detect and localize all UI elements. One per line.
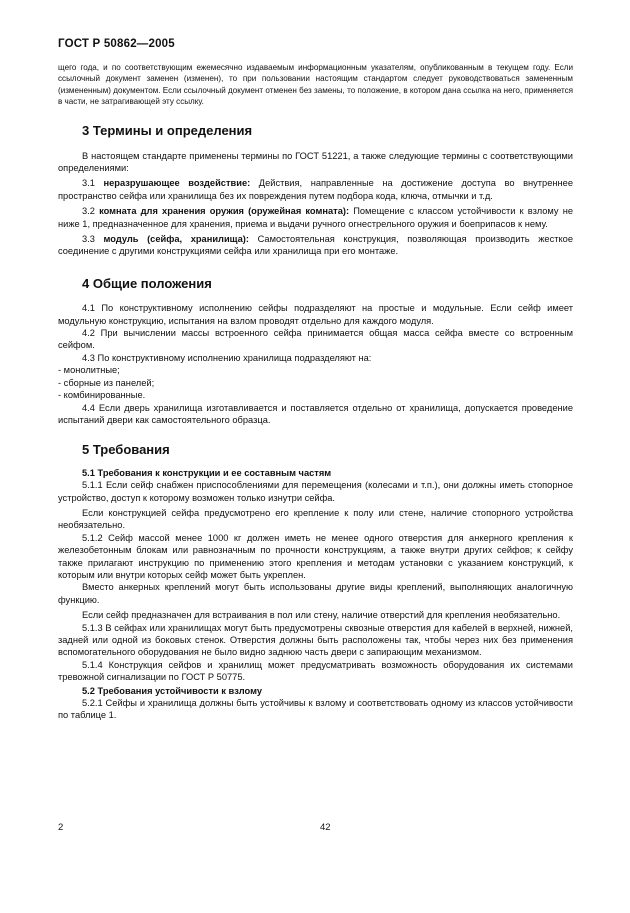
term-3-1-num: 3.1 — [82, 178, 104, 189]
page-number-left: 2 — [58, 822, 64, 833]
paragraph-5-1-3: 5.1.3 В сейфах или хранилищах могут быть предусмотрены сквозные отверстия для кабелей в верхней, нижней, задней или одной из боковых стенок. Отверстия должны быть расположены так, чтобы через них без применения вспомогательного оборудования не было видно заднюю часть двери с запирающим механизмом. — [58, 622, 573, 658]
term-3-1-term: неразрушающее воздействие: — [103, 178, 251, 189]
term-3-2-term: комната для хранения оружия (оружейная комната): — [99, 206, 350, 217]
term-3-3 — [58, 233, 573, 258]
section-3-lead: В настоящем стандарте применены термины по ГОСТ 51221, а также следующие термины с соответствующими определениями: — [58, 150, 573, 173]
term-3-1 — [58, 177, 573, 202]
paragraph-4-1: 4.1 По конструктивному исполнению сейфы подразделяют на простые и модульные. Если сейф имеет модульную конструкцию, испытания на взлом проводят отдельно для каждого модуля. — [58, 303, 573, 326]
intro-paragraph: щего года, и по соответствующим ежемесячно издаваемым информационным указателям, опубликованным в текущем году. Если ссылочный документ заменен (изменен), то при пользовании настоящим стандартом следует руководствоваться замененным (измененным) документом. Если ссылочный документ отменен без замены, то положение, в котором дана ссылка на него, применяется в части, не затрагивающей эту ссылку. — [58, 63, 573, 106]
page-number-center: 42 — [320, 822, 331, 833]
term-3-2-num: 3.2 — [82, 206, 100, 217]
term-3-2 — [58, 205, 573, 230]
list-item: - монолитные; — [58, 365, 120, 376]
section-4-heading: 4 Общие положения — [82, 275, 212, 291]
document-header: ГОСТ Р 50862—2005 — [58, 38, 175, 50]
subsection-5-1-heading: 5.1 Требования к конструкции и ее составным частям — [82, 467, 332, 478]
term-3-2-def: Помещение с классом устойчивости к взлому не ниже 1, предназначенное для хранения, приема и выдачи ручного огнестрельного оружия и боеприпасов к нему. — [58, 206, 574, 229]
paragraph-4-2: 4.2 При вычислении массы встроенного сейфа принимается общая масса сейфа вместе со встроенным сейфом. — [58, 328, 573, 351]
paragraph-5-1-2: 5.1.2 Сейф массой менее 1000 кг должен иметь не менее одного отверстия для анкерного крепления к железобетонным блокам или равнозначным по прочности конструкциям, а также внутри других сейфов; к сейфу также прилагают инструкцию по применению этого крепления и методам установки с указанием конструкций, к которым или внутри которых сейф может быть укреплен. — [58, 532, 573, 580]
term-3-1-def: Действия, направленные на достижение доступа во внутреннее пространство сейфа или хранилища без их повреждения путем подбора кода, ключа, отмычки и т.д. — [58, 178, 573, 201]
section-3-heading: 3 Термины и определения — [82, 123, 253, 139]
term-3-3-def: Самостоятельная конструкция, позволяющая производить жесткое соединение с другими конструкциями сейфа или хранилища при его монтаже. — [58, 234, 574, 257]
list-item: - сборные из панелей; — [58, 377, 155, 388]
paragraph-5-1-1-b: Если конструкцией сейфа предусмотрено его крепление к полу или стене, наличие стопорного устройства необязательно. — [58, 507, 573, 531]
paragraph-5-1-1: 5.1.1 Если сейф снабжен приспособлениями для перемещения (колесами и т.п.), они должны иметь стопорное устройство, доступ к которому возможен только изнутри сейфа. — [58, 480, 573, 503]
subsection-5-2-heading: 5.2 Требования устойчивости к взлому — [82, 685, 263, 696]
document-body — [58, 62, 573, 722]
list-item: - комбинированные. — [58, 390, 146, 401]
paragraph-5-1-2-b: Вместо анкерных креплений могут быть использованы другие виды креплений, выполняющих аналогичную функцию. — [58, 582, 573, 605]
paragraph-4-4: 4.4 Если дверь хранилища изготавливается и поставляется отдельно от хранилища, допускается проведение испытаний двери как самостоятельного образца. — [58, 402, 573, 425]
paragraph-4-3: 4.3 По конструктивному исполнению хранилища подразделяют на: — [82, 352, 372, 363]
term-3-3-term: модуль (сейфа, хранилища): — [103, 234, 250, 245]
paragraph-5-1-4: 5.1.4 Конструкция сейфов и хранилищ может предусматривать возможность оборудования их системами тревожной сигнализации по ГОСТ Р 50775. — [58, 659, 573, 683]
section-5-heading: 5 Требования — [82, 442, 170, 458]
term-3-3-num: 3.3 — [82, 234, 104, 245]
paragraph-5-1-2-c: Если сейф предназначен для встраивания в пол или стену, наличие отверстий для крепления необязательно. — [82, 610, 561, 621]
paragraph-5-2-1: 5.2.1 Сейфы и хранилища должны быть устойчивы к взлому и соответствовать одному из классов устойчивости по таблице 1. — [58, 698, 573, 721]
